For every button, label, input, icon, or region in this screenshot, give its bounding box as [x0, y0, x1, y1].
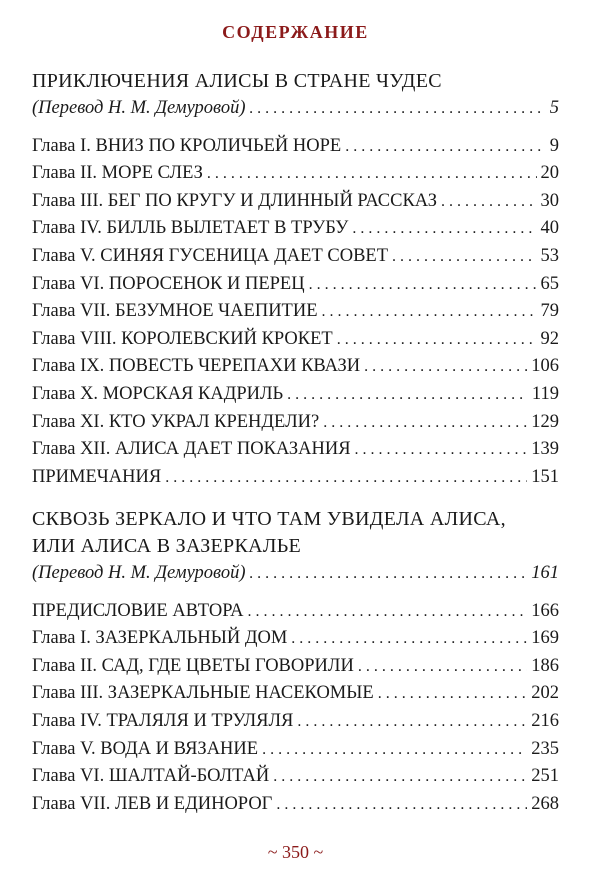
leader-dots: [262, 737, 527, 764]
toc-entry: [32, 133, 559, 161]
leader-dots: [392, 244, 536, 271]
toc-entry: [32, 436, 559, 464]
leader-dots: [248, 599, 528, 626]
part1-entries: [32, 133, 559, 492]
entry-label: Глава I. ЗАЗЕРКАЛЬНЫЙ ДОМ: [32, 628, 288, 649]
entry-label: Глава II. САД, ГДЕ ЦВЕТЫ ГОВОРИЛИ: [32, 655, 354, 676]
toc-entry: [32, 243, 559, 271]
entry-label: Глава IV. БИЛЛЬ ВЫЛЕТАЕТ В ТРУБУ: [32, 218, 349, 239]
leader-dots: [323, 410, 527, 437]
page-number: 79: [540, 301, 559, 322]
part2-heading-line: СКВОЗЬ ЗЕРКАЛО И ЧТО ТАМ УВИДЕЛА АЛИСА,: [32, 508, 506, 530]
leader-dots: [378, 681, 528, 708]
toc-entry: [32, 215, 559, 243]
leader-dots: [276, 792, 527, 819]
leader-dots: [322, 299, 537, 326]
entry-label: Глава II. МОРЕ СЛЕЗ: [32, 163, 203, 184]
entry-label: ПРИМЕЧАНИЯ: [32, 466, 162, 487]
toc-entry: [32, 298, 559, 326]
toc-entry: [32, 188, 559, 216]
translation-label: (Перевод Н. М. Демуровой): [32, 563, 246, 583]
page-number: 235: [531, 738, 559, 759]
toc-entry: [32, 271, 559, 299]
page-number: 9: [549, 135, 559, 156]
page-title: СОДЕРЖАНИЕ: [222, 22, 369, 42]
page-number: 251: [531, 766, 559, 787]
page-number: 166: [531, 600, 559, 621]
leader-dots: [291, 626, 527, 653]
entry-label: Глава XII. АЛИСА ДАЕТ ПОКАЗАНИЯ: [32, 439, 351, 460]
toc-entry: [32, 326, 559, 354]
entry-label: Глава III. БЕГ ПО КРУГУ И ДЛИННЫЙ РАССКАЗ: [32, 190, 437, 211]
toc-entry: [32, 160, 559, 188]
page-number: 129: [531, 411, 559, 432]
entry-label: Глава V. ВОДА И ВЯЗАНИЕ: [32, 738, 259, 759]
toc-entry: [32, 680, 559, 708]
part2-entries: [32, 598, 559, 819]
page-number: 202: [531, 683, 559, 704]
leader-dots: [165, 465, 527, 492]
leader-dots: [309, 272, 537, 299]
entry-label: Глава I. ВНИЗ ПО КРОЛИЧЬЕЙ НОРЕ: [32, 135, 342, 156]
leader-dots: [364, 354, 527, 381]
part1-heading: [32, 68, 559, 95]
leader-dots: [273, 764, 527, 791]
entry-label: Глава VI. ПОРОСЕНОК И ПЕРЕЦ: [32, 273, 305, 294]
page-number: 161: [531, 563, 559, 583]
page-number: 40: [540, 218, 559, 239]
page-number: 169: [531, 628, 559, 649]
toc-entry: [32, 736, 559, 764]
page-number: 151: [531, 466, 559, 487]
entry-label: Глава VIII. КОРОЛЕВСКИЙ КРОКЕТ: [32, 328, 333, 349]
toc-entry: [32, 381, 559, 409]
page-number: 106: [531, 356, 559, 377]
entry-label: Глава IV. ТРАЛЯЛЯ И ТРУЛЯЛЯ: [32, 710, 294, 731]
leader-dots: [287, 382, 528, 409]
entry-label: ПРЕДИСЛОВИЕ АВТОРА: [32, 600, 244, 621]
leader-dots: [249, 96, 545, 123]
leader-dots: [207, 161, 537, 188]
leader-dots: [358, 654, 527, 681]
part1-heading-line: ПРИКЛЮЧЕНИЯ АЛИСЫ В СТРАНЕ ЧУДЕС: [32, 70, 442, 92]
page-number: 5: [549, 98, 559, 118]
page-number: 20: [540, 163, 559, 184]
leader-dots: [337, 327, 537, 354]
entry-label: Глава V. СИНЯЯ ГУСЕНИЦА ДАЕТ СОВЕТ: [32, 245, 389, 266]
toc-entry: [32, 763, 559, 791]
page-number: 186: [531, 655, 559, 676]
part1-section: [32, 68, 559, 491]
toc-entry: [32, 353, 559, 381]
leader-dots: [345, 134, 546, 161]
leader-dots: [249, 561, 527, 588]
entry-label: Глава VII. ЛЕВ И ЕДИНОРОГ: [32, 793, 273, 814]
toc-entry: [32, 409, 559, 437]
toc-entry: [32, 598, 559, 626]
page-number: 268: [531, 793, 559, 814]
entry-label: Глава III. ЗАЗЕРКАЛЬНЫЕ НАСЕКОМЫЕ: [32, 683, 374, 704]
page-number: 119: [531, 383, 559, 404]
toc-entry: [32, 653, 559, 681]
part2-heading: [32, 506, 559, 560]
translation-label: (Перевод Н. М. Демуровой): [32, 98, 246, 118]
entry-label: Глава XI. КТО УКРАЛ КРЕНДЕЛИ?: [32, 411, 320, 432]
part2-heading-line: ИЛИ АЛИСА В ЗАЗЕРКАЛЬЕ: [32, 535, 302, 557]
leader-dots: [352, 216, 536, 243]
page-number: 216: [531, 710, 559, 731]
toc-entry: [32, 625, 559, 653]
entry-label: Глава VII. БЕЗУМНОЕ ЧАЕПИТИЕ: [32, 301, 318, 322]
leader-dots: [355, 437, 528, 464]
entry-label: Глава IX. ПОВЕСТЬ ЧЕРЕПАХИ КВАЗИ: [32, 356, 361, 377]
leader-dots: [441, 189, 537, 216]
toc-entry: [32, 791, 559, 819]
page-number: 92: [540, 328, 559, 349]
page-number: 53: [540, 245, 559, 266]
entry-label: Глава X. МОРСКАЯ КАДРИЛЬ: [32, 383, 284, 404]
entry-label: Глава VI. ШАЛТАЙ-БОЛТАЙ: [32, 766, 270, 787]
page-number: 65: [540, 273, 559, 294]
page-number: 30: [540, 190, 559, 211]
page-number: 139: [531, 439, 559, 460]
leader-dots: [297, 709, 527, 736]
part2-translation: [32, 560, 559, 588]
toc-entry: [32, 464, 559, 492]
toc-entry: [32, 708, 559, 736]
part2-section: [32, 506, 559, 818]
toc-page: [32, 0, 559, 874]
part1-translation: [32, 95, 559, 123]
page-footer-number: ~ 350 ~: [267, 842, 324, 862]
